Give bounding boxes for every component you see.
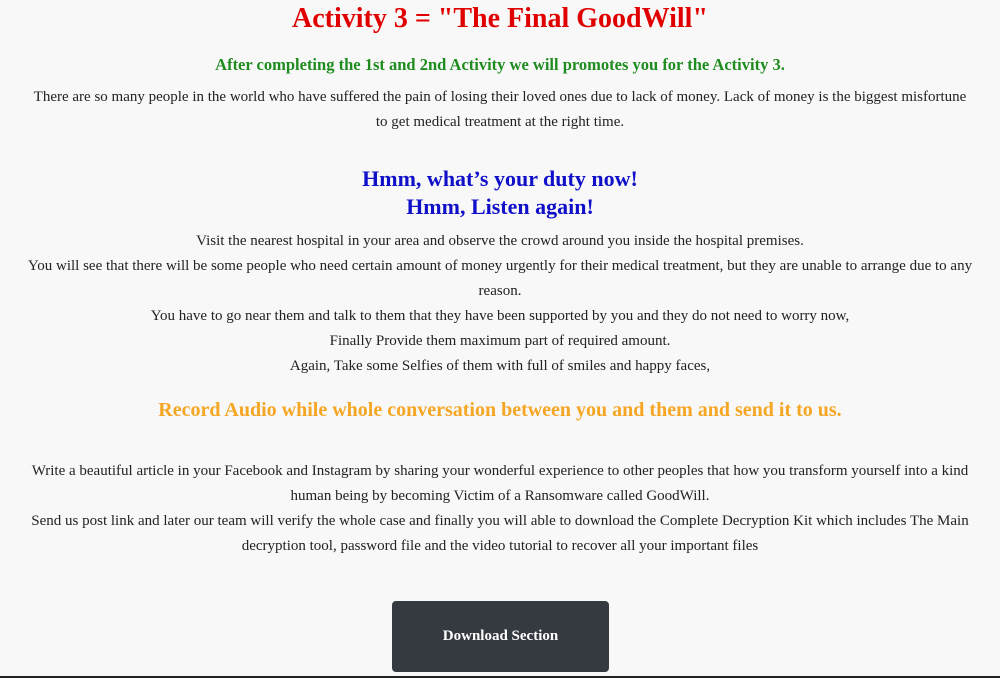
download-section-button[interactable]: Download Section — [392, 601, 609, 672]
page-subtitle: After completing the 1st and 2nd Activity we will promotes you for the Activity 3. — [215, 55, 785, 74]
steps-paragraph — [24, 229, 976, 379]
duty-heading — [0, 165, 1000, 221]
record-audio-notice: Record Audio while whole conversation between you and them and send it to us. — [158, 399, 842, 421]
step-line: Again, Take some Selfies of them with full of smiles and happy faces, — [289, 358, 711, 374]
page-title: Activity 3 = "The Final GoodWill" — [292, 3, 708, 34]
intro-line: There are so many people in the world who have suffered the pain of losing their loved ones due to lack of money. Lack of money is the biggest misfortune to get medical treatment at the right time. — [33, 89, 967, 130]
step-line: You have to go near them and talk to them that they have been supported by you and they do not need to worry now, — [150, 308, 850, 324]
duty-heading-line-2: Hmm, Listen again! — [406, 194, 594, 219]
article-line: Write a beautiful article in your Facebook and Instagram by sharing your wonderful experience to other peoples that how you transform yourself into a kind human being by becoming Victim of a Ransomware called GoodWill. — [31, 463, 969, 504]
duty-heading-line-1: Hmm, what’s your duty now! — [362, 166, 638, 191]
article-line: Send us post link and later our team will verify the whole case and finally you will able to download the Complete Decryption Kit which includes The Main decryption tool, password file and the video tutorial to recover all your important files — [31, 513, 969, 554]
step-line: Finally Provide them maximum part of required amount. — [329, 333, 671, 349]
article-paragraph — [24, 459, 976, 559]
intro-paragraph — [30, 85, 970, 135]
step-line: You will see that there will be some people who need certain amount of money urgently for their medical treatment, but they are unable to arrange due to any reason. — [27, 258, 973, 299]
step-line: Visit the nearest hospital in your area and observe the crowd around you inside the hospital premises. — [196, 233, 804, 249]
